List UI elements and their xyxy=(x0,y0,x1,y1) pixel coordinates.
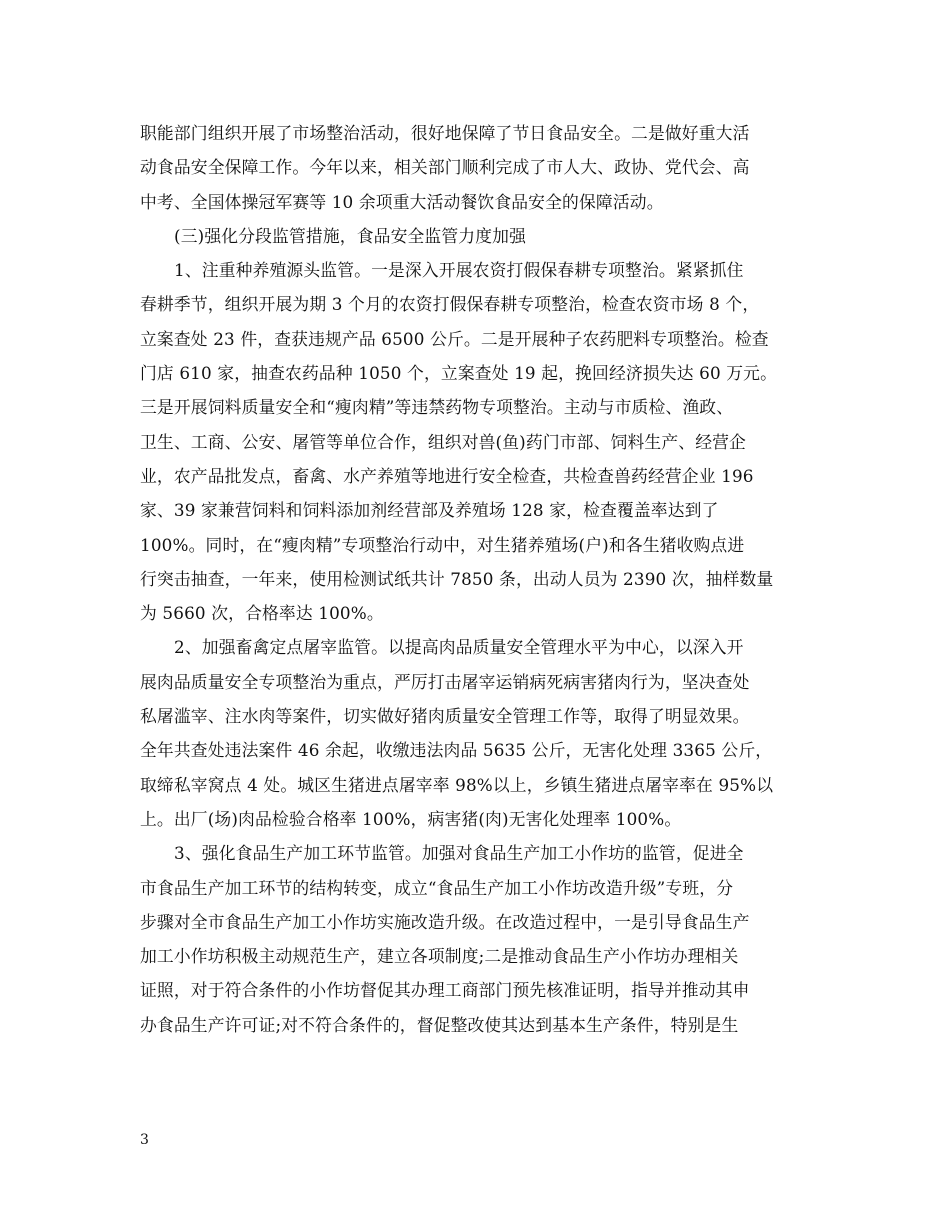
text-line: 三是开展饲料质量安全和“瘦肉精”等违禁药物专项整治。主动与市质检、渔政、 xyxy=(140,397,734,418)
page-number: 3 xyxy=(140,1132,149,1148)
text-line: 春耕季节，组织开展为期 3 个月的农资打假保春耕专项整治，检查农资市场 8 个， xyxy=(140,294,760,315)
text-line: 步骤对全市食品生产加工小作坊实施改造升级。在改造过程中，一是引导食品生产 xyxy=(140,911,750,932)
text-line: 加工小作坊积极主动规范生产，建立各项制度;二是推动食品生产小作坊办理相关 xyxy=(140,946,739,967)
text-line: 证照，对于符合条件的小作坊督促其办理工商部门预先核准证明，指导并推动其申 xyxy=(140,980,750,1001)
text-line: 1、注重种养殖源头监管。一是深入开展农资打假保春耕专项整治。紧紧抓住 xyxy=(174,260,744,281)
text-line: 取缔私宰窝点 4 处。城区生猪进点屠宰率 98%以上，乡镇生猪进点屠宰率在 95%以 xyxy=(140,774,774,795)
text-line: 市食品生产加工环节的结构转变，成立“食品生产加工小作坊改造升级”专班，分 xyxy=(140,877,734,898)
text-line: 动食品安全保障工作。今年以来，相关部门顺利完成了市人大、政协、党代会、高 xyxy=(140,157,750,178)
text-line: 私屠滥宰、注水肉等案件，切实做好猪肉质量安全管理工作等，取得了明显效果。 xyxy=(140,706,750,727)
text-line: 业，农产品批发点，畜禽、水产养殖等地进行安全检查，共检查兽药经营企业 196 xyxy=(140,465,754,486)
text-line: 卫生、工商、公安、屠管等单位合作，组织对兽(鱼)药门市部、饲料生产、经营企 xyxy=(140,431,746,452)
text-line: 中考、全国体操冠军赛等 10 余项重大活动餐饮食品安全的保障活动。 xyxy=(140,191,664,212)
text-line: 职能部门组织开展了市场整治活动，很好地保障了节日食品安全。二是做好重大活 xyxy=(140,123,750,143)
text-line: 立案查处 23 件，查获违规产品 6500 公斤。二是开展种子农药肥料专项整治。检查 xyxy=(140,328,769,349)
text-line: 100%。同时，在“瘦肉精”专项整治行动中，对生猪养殖场(户)和各生猪收购点进 xyxy=(140,534,745,555)
text-line: 为 5660 次，合格率达 100%。 xyxy=(140,603,384,624)
text-line: 家、39 家兼营饲料和饲料添加剂经营部及养殖场 128 家，检查覆盖率达到了 xyxy=(140,500,719,521)
text-line: 全年共查处违法案件 46 余起，收缴违法肉品 5635 公斤，无害化处理 3365 公斤， xyxy=(140,740,773,761)
document-body xyxy=(140,116,812,1042)
text-line: 2、加强畜禽定点屠宰监管。以提高肉品质量安全管理水平为中心，以深入开 xyxy=(174,637,744,658)
text-line: 办食品生产许可证;对不符合条件的，督促整改使其达到基本生产条件，特别是生 xyxy=(140,1014,739,1035)
text-line: (三)强化分段监管措施，食品安全监管力度加强 xyxy=(174,225,527,246)
text-line: 展肉品质量安全专项整治为重点，严厉打击屠宰运销病死病害猪肉行为，坚决查处 xyxy=(140,671,750,692)
text-line: 上。出厂(场)肉品检验合格率 100%，病害猪(肉)无害化处理率 100%。 xyxy=(140,808,682,829)
text-line: 3、强化食品生产加工环节监管。加强对食品生产加工小作坊的监管，促进全 xyxy=(174,843,744,864)
text-line: 门店 610 家，抽查农药品种 1050 个，立案查处 19 起，挽回经济损失达 60 万元。 xyxy=(140,363,778,384)
text-line: 行突击抽查，一年来，使用检测试纸共计 7850 条，出动人员为 2390 次，抽样数量 xyxy=(140,568,774,589)
